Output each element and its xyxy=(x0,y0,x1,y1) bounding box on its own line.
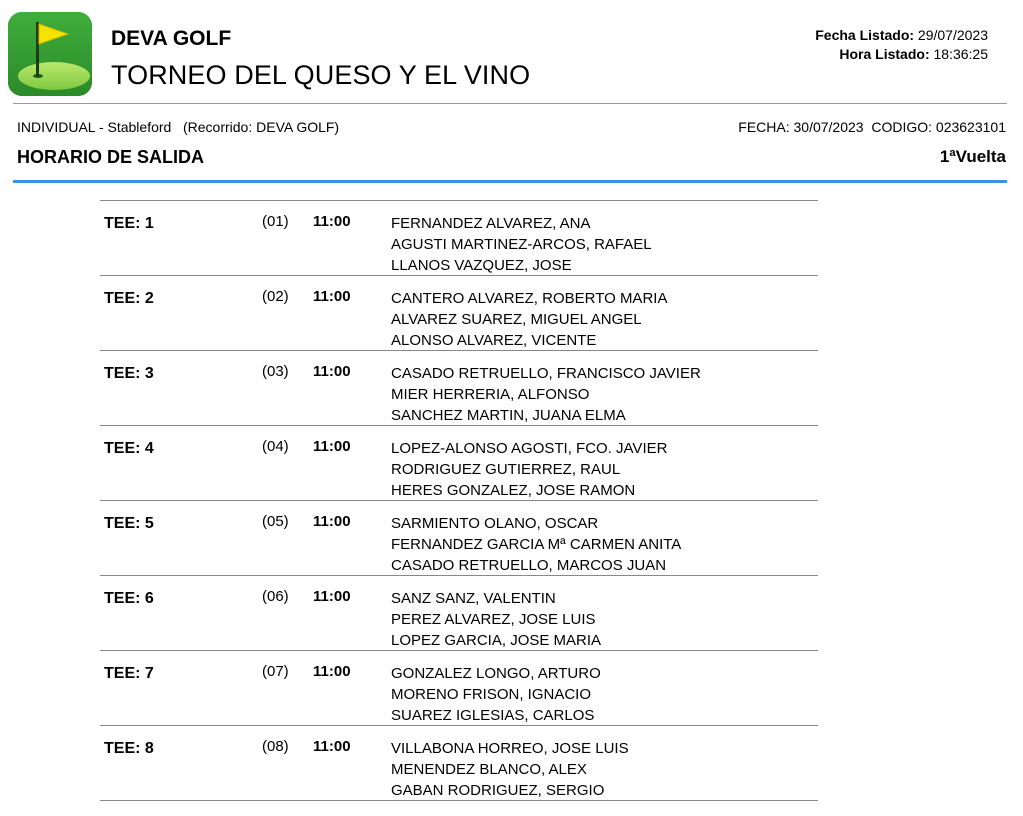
tee-label: TEE: 6 xyxy=(104,590,154,607)
club-name: DEVA GOLF xyxy=(111,27,232,50)
tee-label: TEE: 5 xyxy=(104,515,154,532)
player-name: LLANOS VAZQUEZ, JOSE xyxy=(391,257,572,274)
group-number: (05) xyxy=(262,513,289,530)
competition-date-code: FECHA: 30/07/2023 CODIGO: 023623101 xyxy=(738,119,1006,135)
start-time: 11:00 xyxy=(313,588,351,605)
listing-info xyxy=(815,26,988,64)
round-label: 1ªVuelta xyxy=(939,147,1006,166)
listing-date-label: Fecha Listado: xyxy=(815,27,915,43)
group-number: (07) xyxy=(262,663,289,680)
group-number: (01) xyxy=(262,213,289,230)
tee-label: TEE: 3 xyxy=(104,365,154,382)
tee-label: TEE: 7 xyxy=(104,665,154,682)
listing-date-line xyxy=(815,26,988,45)
tee-times-table xyxy=(100,200,818,801)
listing-time-line xyxy=(815,45,988,64)
player-name: FERNANDEZ ALVAREZ, ANA xyxy=(391,215,591,232)
player-list xyxy=(391,663,601,726)
player-name: VILLABONA HORREO, JOSE LUIS xyxy=(391,740,629,757)
tee-row xyxy=(100,651,818,726)
tee-row xyxy=(100,276,818,351)
player-name: PEREZ ALVAREZ, JOSE LUIS xyxy=(391,611,596,628)
player-name: GABAN RODRIGUEZ, SERGIO xyxy=(391,782,605,799)
player-name: SARMIENTO OLANO, OSCAR xyxy=(391,515,599,532)
player-list xyxy=(391,288,667,351)
tee-row xyxy=(100,726,818,801)
start-time: 11:00 xyxy=(313,438,351,455)
group-number: (03) xyxy=(262,363,289,380)
start-time: 11:00 xyxy=(313,513,351,530)
player-name: SANZ SANZ, VALENTIN xyxy=(391,590,556,607)
player-list xyxy=(391,438,667,501)
competition-format: INDIVIDUAL - Stableford (Recorrido: DEVA GOLF) xyxy=(17,119,340,135)
player-name: CASADO RETRUELLO, FRANCISCO JAVIER xyxy=(391,365,701,382)
tee-row xyxy=(100,576,818,651)
player-list xyxy=(391,513,681,576)
tee-row xyxy=(100,426,818,501)
tee-row xyxy=(100,351,818,426)
player-name: LOPEZ-ALONSO AGOSTI, FCO. JAVIER xyxy=(391,440,668,457)
player-name: CASADO RETRUELLO, MARCOS JUAN xyxy=(391,557,667,574)
player-name: SANCHEZ MARTIN, JUANA ELMA xyxy=(391,407,626,424)
group-number: (04) xyxy=(262,438,289,455)
player-name: FERNANDEZ GARCIA Mª CARMEN ANITA xyxy=(391,536,682,553)
start-time: 11:00 xyxy=(313,663,351,680)
start-time: 11:00 xyxy=(313,288,351,305)
player-name: GONZALEZ LONGO, ARTURO xyxy=(391,665,601,682)
player-name: ALONSO ALVAREZ, VICENTE xyxy=(391,332,597,349)
start-time: 11:00 xyxy=(313,363,351,380)
group-number: (02) xyxy=(262,288,289,305)
player-name: MIER HERRERIA, ALFONSO xyxy=(391,386,590,403)
start-time: 11:00 xyxy=(313,213,351,230)
group-number: (08) xyxy=(262,738,289,755)
player-name: HERES GONZALEZ, JOSE RAMON xyxy=(391,482,636,499)
player-name: RODRIGUEZ GUTIERREZ, RAUL xyxy=(391,461,621,478)
listing-time-value: 18:36:25 xyxy=(933,46,988,62)
tee-label: TEE: 4 xyxy=(104,440,154,457)
header-divider xyxy=(13,103,1007,104)
player-name: AGUSTI MARTINEZ-ARCOS, RAFAEL xyxy=(391,236,652,253)
player-list xyxy=(391,738,629,801)
tee-row xyxy=(100,501,818,576)
golf-flag-icon xyxy=(8,12,92,96)
player-name: MENENDEZ BLANCO, ALEX xyxy=(391,761,587,778)
player-name: LOPEZ GARCIA, JOSE MARIA xyxy=(391,632,602,649)
listing-date-value: 29/07/2023 xyxy=(917,27,988,43)
golf-logo-icon xyxy=(8,12,92,96)
tee-label: TEE: 1 xyxy=(104,215,154,232)
tee-label: TEE: 2 xyxy=(104,290,154,307)
tee-row xyxy=(100,201,818,276)
tournament-title: TORNEO DEL QUESO Y EL VINO xyxy=(111,60,531,90)
section-title: HORARIO DE SALIDA xyxy=(17,147,205,167)
start-time: 11:00 xyxy=(313,738,351,755)
player-name: ALVAREZ SUAREZ, MIGUEL ANGEL xyxy=(391,311,642,328)
player-name: CANTERO ALVAREZ, ROBERTO MARIA xyxy=(391,290,668,307)
group-number: (06) xyxy=(262,588,289,605)
player-name: MORENO FRISON, IGNACIO xyxy=(391,686,592,703)
player-list xyxy=(391,588,601,651)
tee-label: TEE: 8 xyxy=(104,740,154,757)
section-divider xyxy=(13,180,1007,183)
player-list xyxy=(391,363,701,426)
player-list xyxy=(391,213,652,276)
listing-time-label: Hora Listado: xyxy=(839,46,930,62)
player-name: SUAREZ IGLESIAS, CARLOS xyxy=(391,707,595,724)
